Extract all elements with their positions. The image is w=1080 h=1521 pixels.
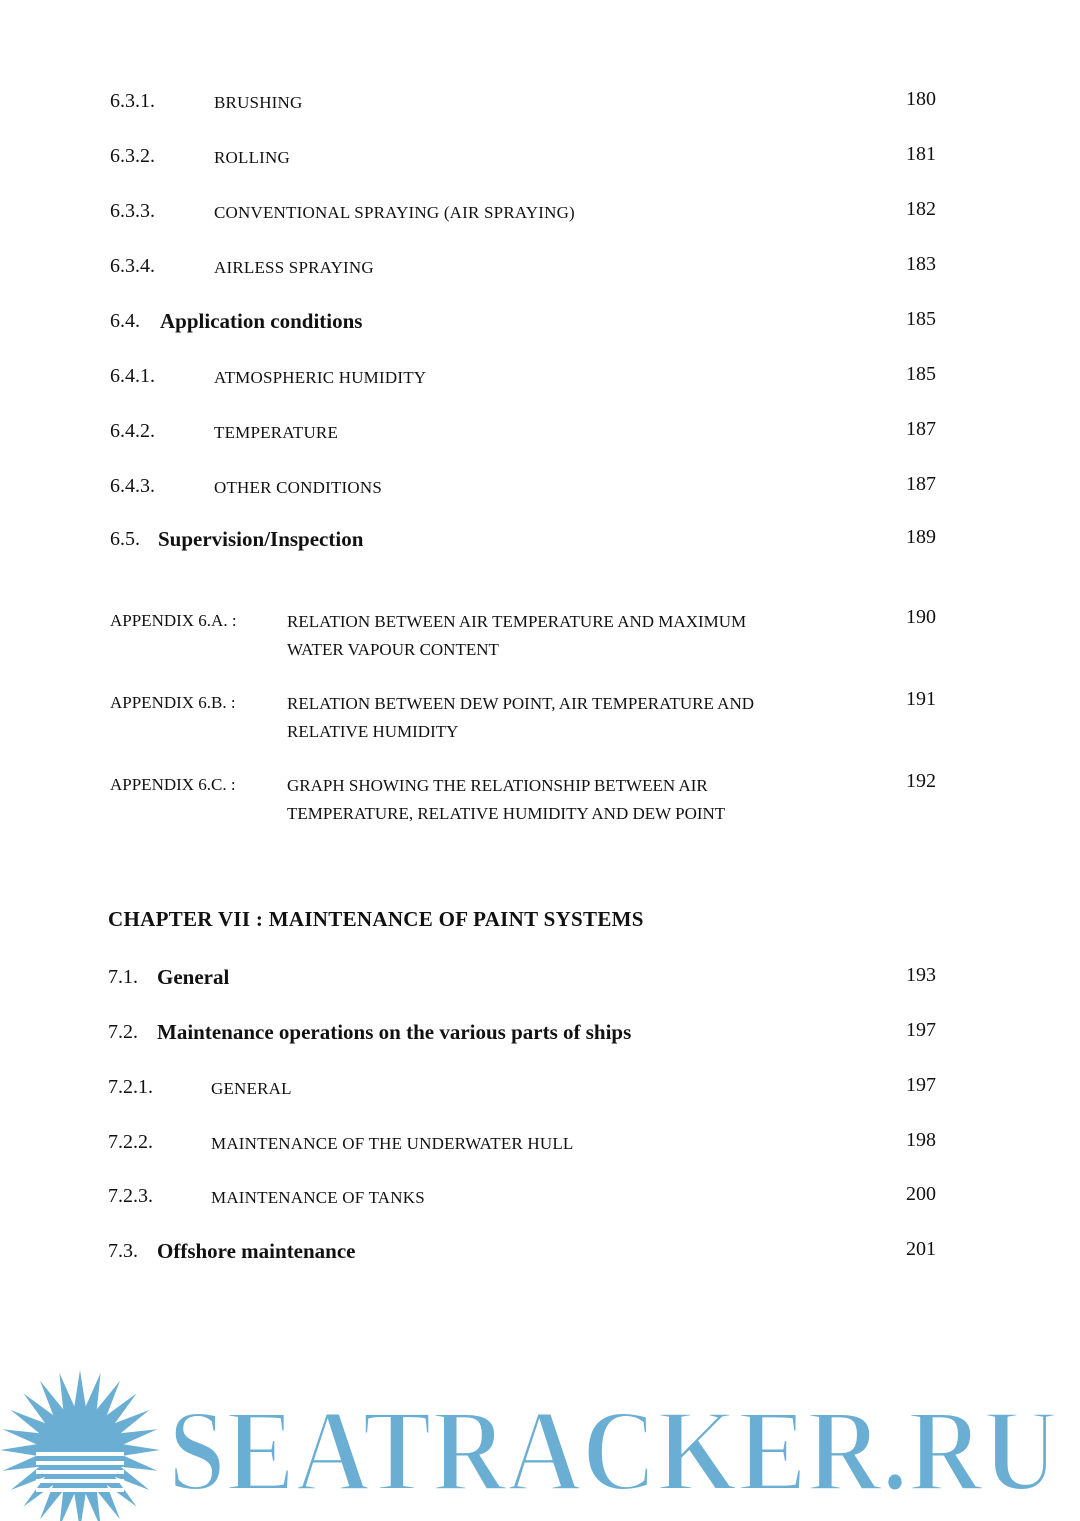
- entry-title: ROLLING: [214, 148, 290, 167]
- entry-page: 185: [906, 363, 936, 385]
- entry-page: 180: [906, 88, 936, 110]
- sun-water-line: [36, 1488, 124, 1492]
- watermark: [0, 1355, 1080, 1521]
- entry-title: MAINTENANCE OF THE UNDERWATER HULL: [211, 1134, 574, 1153]
- entry-page: 181: [906, 143, 936, 165]
- toc-entry-6-3-3: [0, 200, 1080, 230]
- appendix-title-line1: GRAPH SHOWING THE RELATIONSHIP BETWEEN AIR: [287, 776, 708, 795]
- appendix-title: [287, 690, 857, 746]
- toc-entry-6-3-2: [0, 145, 1080, 175]
- appendix-title: [287, 772, 857, 828]
- toc-entry-7-2-3: [0, 1185, 1080, 1215]
- entry-title: AIRLESS SPRAYING: [214, 258, 374, 277]
- entry-title: GENERAL: [211, 1079, 292, 1098]
- entry-title: ATMOSPHERIC HUMIDITY: [214, 368, 427, 387]
- toc-entry-6-3-4: [0, 255, 1080, 285]
- entry-title: BRUSHING: [214, 93, 303, 112]
- sun-water-line: [36, 1452, 124, 1456]
- appendix-label: APPENDIX 6.C. :: [110, 775, 236, 794]
- section-number: 6.4.: [110, 310, 140, 332]
- entry-number: 6.3.3.: [110, 200, 155, 222]
- sun-disc: [40, 1410, 120, 1490]
- sun-water-line: [36, 1470, 124, 1474]
- appendix-page: 190: [906, 606, 936, 628]
- appendix-title-line2: TEMPERATURE, RELATIVE HUMIDITY AND DEW POINT: [287, 804, 726, 823]
- entry-number: 6.3.4.: [110, 255, 155, 277]
- toc-section-6-4: [0, 310, 1080, 340]
- section-number: 6.5.: [110, 528, 140, 550]
- entry-page: 183: [906, 253, 936, 275]
- watermark-text: SEATRACKER.RU: [168, 1385, 1058, 1516]
- section-title: Supervision/Inspection: [158, 527, 364, 551]
- entry-page: 182: [906, 198, 936, 220]
- entry-number: 7.2.3.: [108, 1185, 153, 1207]
- section-title: Offshore maintenance: [157, 1239, 356, 1263]
- entry-number: 6.4.3.: [110, 475, 155, 497]
- toc-section-7-1: [0, 966, 1080, 996]
- toc-section-7-2: [0, 1021, 1080, 1051]
- toc-appendix-6-b: [0, 690, 1080, 750]
- section-number: 7.1.: [108, 966, 138, 988]
- section-page: 197: [906, 1019, 936, 1041]
- toc-section-7-3: [0, 1240, 1080, 1270]
- entry-title: MAINTENANCE OF TANKS: [211, 1188, 425, 1207]
- sun-rays-icon: [0, 1370, 160, 1521]
- section-number: 7.3.: [108, 1240, 138, 1262]
- entry-title: CONVENTIONAL SPRAYING (AIR SPRAYING): [214, 203, 575, 222]
- section-page: 193: [906, 964, 936, 986]
- entry-page: 197: [906, 1074, 936, 1096]
- entry-title: TEMPERATURE: [214, 423, 339, 442]
- appendix-title-line2: WATER VAPOUR CONTENT: [287, 640, 499, 659]
- toc-appendix-6-c: [0, 772, 1080, 832]
- toc-entry-7-2-2: [0, 1131, 1080, 1161]
- appendix-title-line1: RELATION BETWEEN DEW POINT, AIR TEMPERATURE AND: [287, 694, 755, 713]
- appendix-page: 191: [906, 688, 936, 710]
- section-page: 201: [906, 1238, 936, 1260]
- appendix-label: APPENDIX 6.B. :: [110, 693, 236, 712]
- toc-entry-6-4-1: [0, 365, 1080, 395]
- entry-number: 6.3.1.: [110, 90, 155, 112]
- section-page: 185: [906, 308, 936, 330]
- entry-page: 200: [906, 1183, 936, 1205]
- sun-water-line: [36, 1461, 124, 1465]
- section-page: 189: [906, 526, 936, 548]
- section-title: Maintenance operations on the various parts of ships: [157, 1020, 632, 1044]
- toc-entry-6-4-3: [0, 475, 1080, 505]
- toc-entry-6-4-2: [0, 420, 1080, 450]
- entry-number: 7.2.1.: [108, 1076, 153, 1098]
- section-number: 7.2.: [108, 1021, 138, 1043]
- entry-number: 6.4.1.: [110, 365, 155, 387]
- toc-entry-6-3-1: [0, 90, 1080, 120]
- entry-title: OTHER CONDITIONS: [214, 478, 382, 497]
- appendix-title-line2: RELATIVE HUMIDITY: [287, 722, 459, 741]
- section-title: General: [157, 965, 230, 989]
- toc-section-6-5: [0, 528, 1080, 558]
- chapter-title: CHAPTER VII : MAINTENANCE OF PAINT SYSTEMS: [108, 907, 644, 931]
- entry-page: 187: [906, 473, 936, 495]
- entry-number: 6.4.2.: [110, 420, 155, 442]
- appendix-title: [287, 608, 857, 664]
- appendix-title-line1: RELATION BETWEEN AIR TEMPERATURE AND MAXIMUM: [287, 612, 747, 631]
- toc-entry-7-2-1: [0, 1076, 1080, 1106]
- section-title: Application conditions: [160, 309, 363, 333]
- entry-number: 6.3.2.: [110, 145, 155, 167]
- appendix-label: APPENDIX 6.A. :: [110, 611, 237, 630]
- entry-number: 7.2.2.: [108, 1131, 153, 1153]
- toc-appendix-6-a: [0, 608, 1080, 668]
- appendix-page: 192: [906, 770, 936, 792]
- sun-water-line: [36, 1479, 124, 1483]
- entry-page: 187: [906, 418, 936, 440]
- entry-page: 198: [906, 1129, 936, 1151]
